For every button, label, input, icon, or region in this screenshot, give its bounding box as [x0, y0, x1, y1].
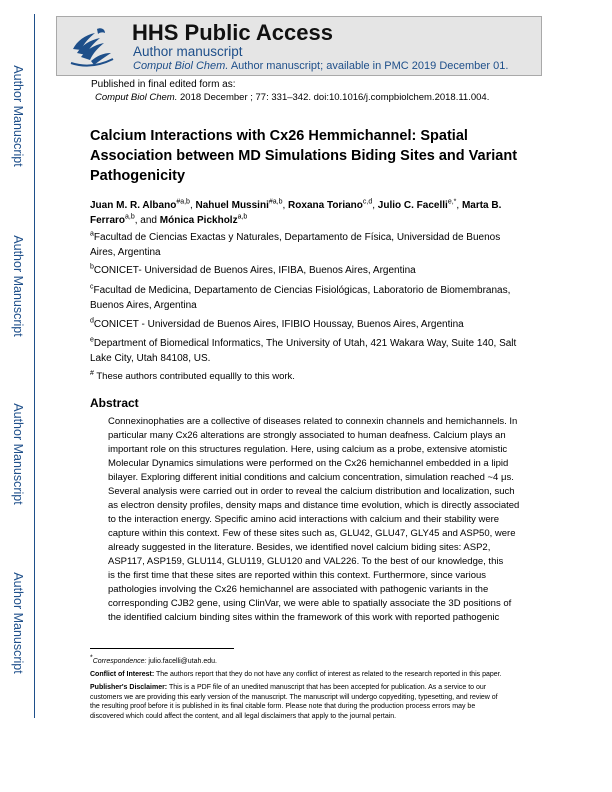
- equal-contribution-note: [90, 371, 295, 382]
- affiliation-text: CONICET- Universidad de Buenos Aires, IFIBA, Buenos Aires, Argentina: [93, 265, 416, 276]
- author-name: Nahuel Mussini: [195, 200, 269, 211]
- author-name: Roxana Toriano: [288, 200, 363, 211]
- article-title: [90, 126, 530, 186]
- equal-contribution-mark: #: [90, 369, 94, 377]
- header-subtitle: Author manuscript: [133, 44, 243, 59]
- abstract-line: Molecular Dynamics simulations were performed on the Cx26 hemichannel embedded in a lipid: [108, 458, 509, 469]
- author-name: Juan M. R. Albano: [90, 200, 177, 211]
- header-availability: Author manuscript; available in PMC 2019 December 01.: [230, 60, 509, 72]
- header-title: HHS Public Access: [132, 20, 333, 45]
- publication-details: 2018 December ; 77: 331–342. doi:10.1016/j.compbiolchem.2018.11.004.: [180, 92, 490, 103]
- correspondence-footnote: [90, 654, 530, 667]
- correspondence-label: Correspondence:: [92, 658, 147, 665]
- abstract-line: Connexinophaties are a collective of diseases related to connexin channels and hemichannels. In: [108, 416, 518, 427]
- conflict-of-interest-footnote: [90, 670, 530, 680]
- abstract-body: [108, 415, 520, 625]
- abstract-heading: Abstract: [90, 396, 139, 410]
- affiliation: [90, 283, 522, 313]
- disclaimer-line: the resulting proof before it is published in its final citable form. Please note that during the production process errors may be: [90, 703, 476, 710]
- author-affil-mark: #a,b: [268, 198, 283, 206]
- abstract-line: bilayer. Exploring different initial conditions and calcium concentration, simulation reached ~4 μs.: [108, 472, 514, 483]
- abstract-line: is the first time that these sites are reported within this context. Furthermore, since various: [108, 570, 487, 581]
- abstract-line: already suggested in the literature. Besides, we identified novel calcium biding sites: ASP2,: [108, 542, 491, 553]
- abstract-line: ASP117, ASP159, GLU114, GLU119, GLU120 and VAL226. To the best of our knowledge, this: [108, 556, 504, 567]
- abstract-line: Several analysis were carried out in order to reveal the calcium distribution and localization, such: [108, 486, 515, 497]
- affiliation: [90, 263, 522, 278]
- sidebar-rule: [34, 14, 35, 718]
- title-line: Calcium Interactions with Cx26 Hemmichannel: Spatial: [90, 128, 468, 144]
- disclaimer-line: discovered which could affect the content, and all legal disclaimers that apply to the journal pertain.: [90, 712, 397, 720]
- coi-label: Conflict of Interest:: [90, 671, 155, 678]
- title-line: Association between MD Simulations Biding Sites and Variant: [90, 148, 518, 164]
- affiliation-mark: b: [90, 263, 94, 271]
- abstract-line: the identified calcium binding sites within the framework of this work with reported pathogenic: [108, 612, 500, 623]
- abstract-line: important role on this structures regulation. Here, using calcium as a probe, extensive atomistic: [108, 444, 508, 455]
- affiliation-mark: c: [90, 283, 94, 291]
- affiliation: [90, 317, 522, 332]
- author-affil-mark: e,*: [447, 198, 457, 206]
- abstract-line: particular many Cx26 alterations are strongly associated to human deafness. Calcium plays an: [108, 430, 506, 441]
- hhs-eagle-logo-icon: [67, 23, 119, 69]
- abstract-line: to the interaction energy. Specific amino acid interactions with calcium and their stability were: [108, 514, 500, 525]
- publisher-disclaimer-footnote: [90, 683, 530, 721]
- abstract-line: corresponding CJB2 gene, using ClinVar, we were able to spatially associate the 3D positions of: [108, 598, 512, 609]
- correspondence-email[interactable]: julio.facelli@utah.edu.: [148, 658, 217, 665]
- published-label: Published in final edited form as:: [91, 79, 236, 90]
- author-affil-mark: c,d: [362, 198, 373, 206]
- affiliation-text: Facultad de Medicina, Departamento de Ciencias Fisiológicas, Laboratorio de Biomembranas, Buenos Aires, Argentina: [90, 285, 511, 311]
- affiliation: [90, 230, 522, 260]
- coi-text: The authors report that they do not have any conflict of interest as related to the research reported in this paper.: [156, 671, 502, 678]
- correspondence-mark: *: [90, 654, 93, 662]
- publication-citation: [95, 92, 489, 103]
- disclaimer-label: Publisher's Disclaimer:: [90, 684, 168, 691]
- affiliation-mark: e: [90, 336, 94, 344]
- publication-journal: Comput Biol Chem.: [95, 92, 178, 103]
- abstract-line: capture within this context. Few of these sites such as, GLU42, GLU47, GLY45 and ASP50, were: [108, 528, 516, 539]
- author-affil-mark: a,b: [125, 213, 135, 221]
- footnote-divider: [90, 648, 234, 649]
- disclaimer-line: This is a PDF file of an unedited manuscript that has been accepted for publication. As a service to our: [168, 684, 487, 691]
- author-name: Julio C. Facelli: [377, 200, 448, 211]
- title-line: Pathogenicity: [90, 168, 186, 184]
- author-list: Juan M. R. Albano$^{\#a,b}$, Nahuel Mussini$^{\#a,b}$, Roxana Toriano$^{c,d}$, Julio C. Facelli$^{e,*}$, Marta B. Ferraro$^{a,b}$, and Mónica Pickholz$^{a,b}$: [90, 198, 502, 226]
- author-name: Mónica Pickholz: [159, 215, 238, 226]
- author-manuscript-sidebar: Author Manuscript Author Manuscript Author Manuscript Author Manuscript: [0, 0, 36, 792]
- author-affil-mark: #a,b: [176, 198, 190, 206]
- author-affil-mark: a,b: [237, 213, 248, 221]
- author-name: Marta B. Ferraro: [90, 200, 502, 226]
- disclaimer-line: customers we are providing this early version of the manuscript. The manuscript will undergo copyediting, typesetting, and review of: [90, 693, 498, 701]
- equal-contribution-text: These authors contributed equallly to this work.: [96, 371, 295, 382]
- affiliation-mark: d: [90, 317, 94, 325]
- affiliation-text: Facultad de Ciencias Exactas y Naturales, Departamento de Física, Universidad de Buenos Aires, Argentina: [90, 232, 501, 258]
- affiliation-text: Department of Biomedical Informatics, The University of Utah, 421 Wakara Way, Suite 140, Salt Lake City, Utah 84108, US.: [90, 338, 517, 364]
- abstract-line: as electron density profiles, density maps and distance time evolution, which is directly associated: [108, 500, 520, 511]
- header-journal: Comput Biol Chem.: [133, 60, 229, 72]
- hhs-header-banner: [56, 16, 542, 76]
- affiliation-text: CONICET - Universidad de Buenos Aires, IFIBIO Houssay, Buenos Aires, Argentina: [93, 319, 464, 330]
- header-citation: [133, 60, 508, 72]
- abstract-line: pathologies involving the Cx26 hemichannel are associated with pathogenic variants in the: [108, 584, 489, 595]
- affiliation-mark: a: [90, 230, 94, 238]
- affiliation: [90, 336, 522, 366]
